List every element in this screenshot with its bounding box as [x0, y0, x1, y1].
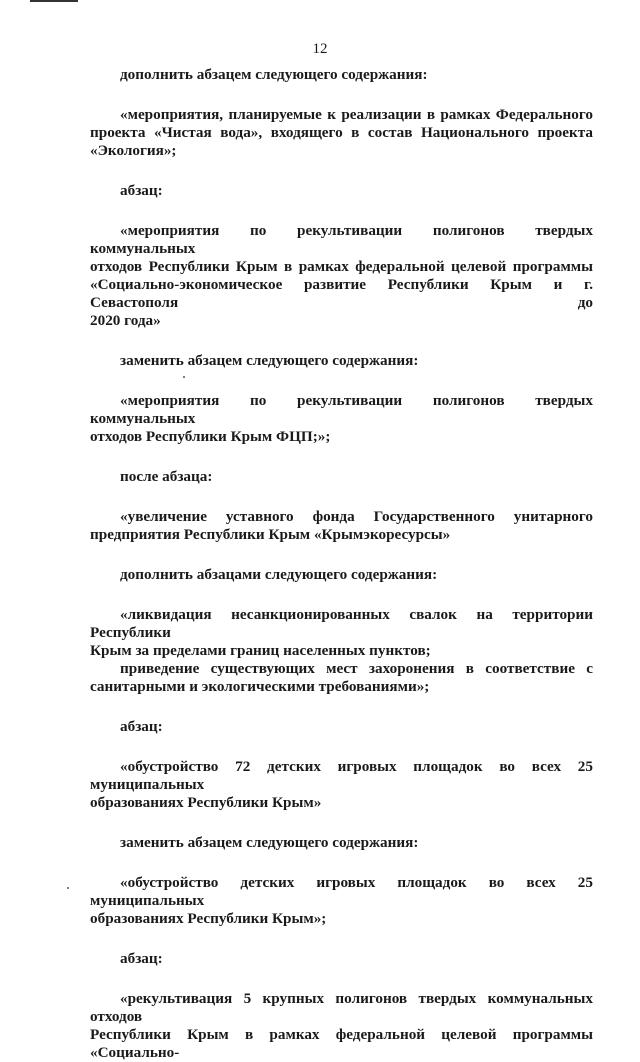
- quoted-paragraph: [90, 508, 593, 544]
- text-line: отходов Республики Крым ФЦП;»;: [90, 428, 331, 445]
- quoted-paragraph: [90, 606, 593, 660]
- page-number: 12: [312, 41, 328, 57]
- text-line: предприятия Республики Крым «Крымэкоресурсы»: [90, 526, 451, 543]
- scan-speck: [67, 887, 69, 889]
- paragraph-text: дополнить абзацами следующего содержания:: [120, 566, 438, 583]
- text-line: «обустройство 72 детских игровых площадок во всех 25 муниципальных: [90, 758, 593, 793]
- quoted-paragraph: [90, 222, 593, 330]
- text-line: Республики Крым в рамках федеральной целевой программы «Социально-: [90, 1026, 593, 1061]
- paragraph-text: абзац:: [120, 718, 163, 735]
- top-rule: [30, 0, 78, 2]
- text-line: санитарными и экологическими требованиями»;: [90, 678, 430, 695]
- quoted-paragraph: [90, 758, 593, 812]
- quoted-paragraph-continued: [90, 660, 593, 696]
- instruction-paragraph: [90, 566, 593, 584]
- text-line: «рекультивация 5 крупных полигонов твердых коммунальных отходов: [90, 990, 593, 1025]
- paragraph-text: заменить абзацем следующего содержания:: [120, 834, 419, 851]
- text-line: «Социально-экономическое развитие Республики Крым и г. Севастополя до: [90, 276, 593, 311]
- instruction-paragraph: [90, 66, 593, 84]
- instruction-paragraph: [90, 834, 593, 852]
- paragraph-text: заменить абзацем следующего содержания:: [120, 352, 419, 369]
- text-line: «обустройство детских игровых площадок во всех 25 муниципальных: [90, 874, 593, 909]
- quoted-paragraph: [90, 106, 593, 160]
- text-line: проекта «Чистая вода», входящего в состав Национального проекта: [90, 124, 593, 141]
- paragraph-text: абзац:: [120, 950, 163, 967]
- text-line: приведение существующих мест захоронения в соответствие с: [120, 660, 593, 677]
- quoted-paragraph: [90, 990, 593, 1062]
- text-line: «мероприятия, планируемые к реализации в рамках Федерального: [120, 106, 593, 123]
- text-line: «Экология»;: [90, 142, 177, 159]
- text-line: «увеличение уставного фонда Государственного унитарного: [120, 508, 593, 525]
- text-line: отходов Республики Крым в рамках федеральной целевой программы: [90, 258, 593, 275]
- instruction-paragraph: [90, 718, 593, 736]
- paragraph-text: абзац:: [120, 182, 163, 199]
- instruction-paragraph: [90, 352, 593, 370]
- text-line: образованиях Республики Крым»;: [90, 910, 327, 927]
- quoted-paragraph: [90, 874, 593, 928]
- instruction-paragraph: [90, 182, 593, 200]
- text-line: 2020 года»: [90, 312, 161, 329]
- text-line: образованиях Республики Крым»: [90, 794, 322, 811]
- instruction-paragraph: [90, 468, 593, 486]
- text-line: «мероприятия по рекультивации полигонов твердых коммунальных: [90, 222, 593, 257]
- instruction-paragraph: [90, 950, 593, 968]
- text-line: «ликвидация несанкционированных свалок на территории Республики: [90, 606, 593, 641]
- text-line: «мероприятия по рекультивации полигонов твердых коммунальных: [90, 392, 593, 427]
- paragraph-text: после абзаца:: [120, 468, 213, 485]
- document-body: [90, 66, 593, 1062]
- paragraph-text: дополнить абзацем следующего содержания:: [120, 66, 428, 83]
- scan-speck: [183, 376, 185, 378]
- text-line: Крым за пределами границ населенных пунктов;: [90, 642, 431, 659]
- quoted-paragraph: [90, 392, 593, 446]
